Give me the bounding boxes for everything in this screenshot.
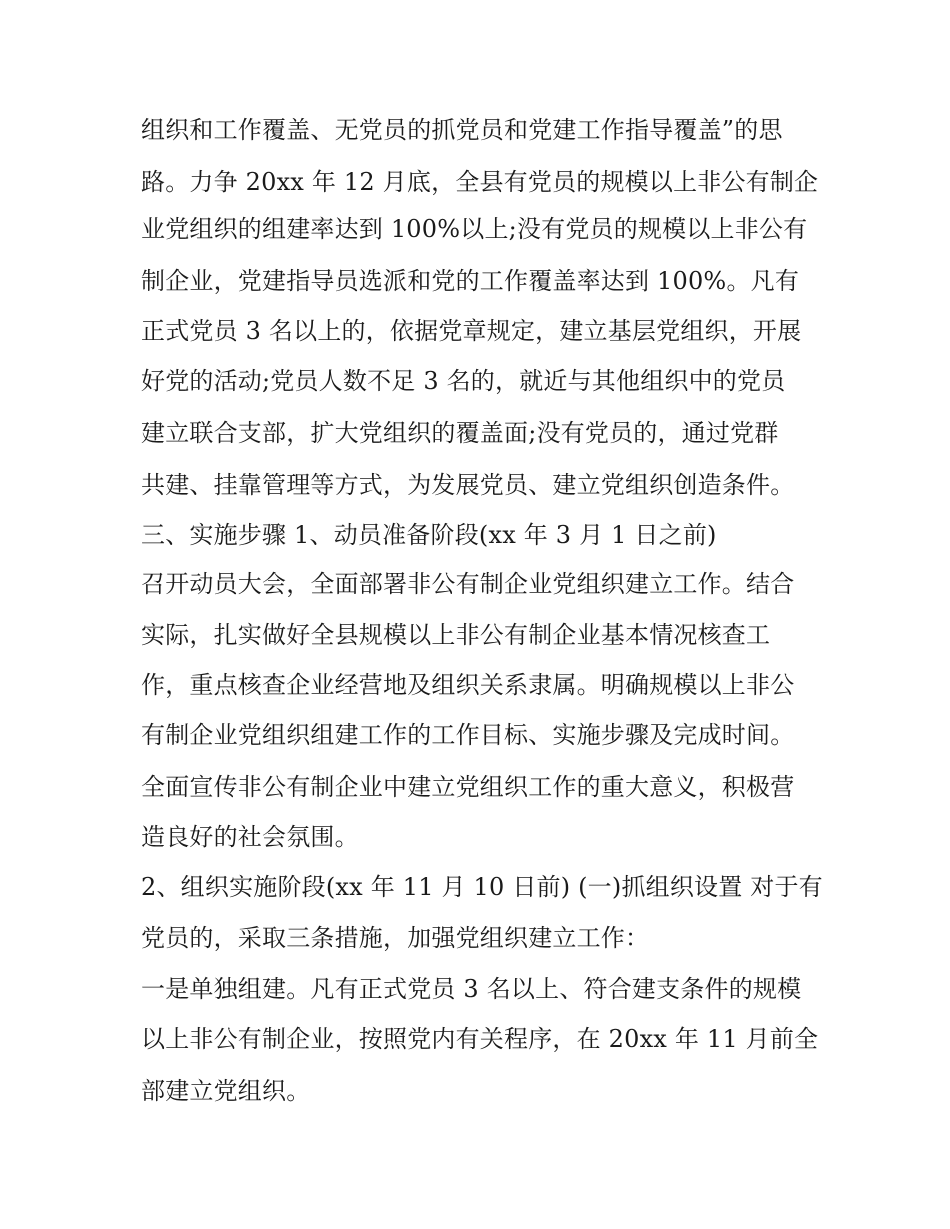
text-line: 以上非公有制企业，按照党内有关程序，在 20xx 年 11 月前全 (141, 1025, 819, 1053)
text-line: 正式党员 3 名以上的，依据党章规定，建立基层党组织，开展 (141, 317, 802, 345)
text-line: 路。力争 20xx 年 12 月底，全县有党员的规模以上非公有制企 (141, 168, 819, 196)
section-heading: 三、实施步骤 1、动员准备阶段(xx 年 3 月 1 日之前) (141, 521, 717, 549)
text-line: 党员的，采取三条措施，加强党组织建立工作： (141, 924, 650, 952)
text-line: 全面宣传非公有制企业中建立党组织工作的重大意义，积极营 (141, 773, 795, 801)
text-line: 召开动员大会，全面部署非公有制企业党组织建立工作。结合 (141, 570, 795, 598)
text-line: 造良好的社会氛围。 (141, 823, 359, 851)
text-line: 共建、挂靠管理等方式，为发展党员、建立党组织创造条件。 (141, 471, 795, 499)
text-line: 有制企业党组织组建工作的工作目标、实施步骤及完成时间。 (141, 721, 795, 749)
text-line: 作，重点核查企业经营地及组织关系隶属。明确规模以上非公 (141, 671, 795, 699)
text-line: 组织和工作覆盖、无党员的抓党员和党建工作指导覆盖”的思 (141, 116, 783, 144)
text-line: 实际，扎实做好全县规模以上非公有制企业基本情况核查工 (141, 621, 771, 649)
text-line: 一是单独组建。凡有正式党员 3 名以上、符合建支条件的规模 (141, 975, 802, 1003)
text-line: 业党组织的组建率达到 100%以上;没有党员的规模以上非公有 (141, 215, 808, 243)
text-line: 2、组织实施阶段(xx 年 11 月 10 日前) (一)抓组织设置 对于有 (141, 873, 823, 901)
text-line: 建立联合支部，扩大党组织的覆盖面;没有党员的，通过党群 (141, 419, 779, 447)
text-line: 部建立党组织。 (141, 1077, 311, 1105)
text-line: 好党的活动;党员人数不足 3 名的，就近与其他组织中的党员 (141, 367, 786, 395)
text-line: 制企业，党建指导员选派和党的工作覆盖率达到 100%。凡有 (141, 267, 800, 295)
